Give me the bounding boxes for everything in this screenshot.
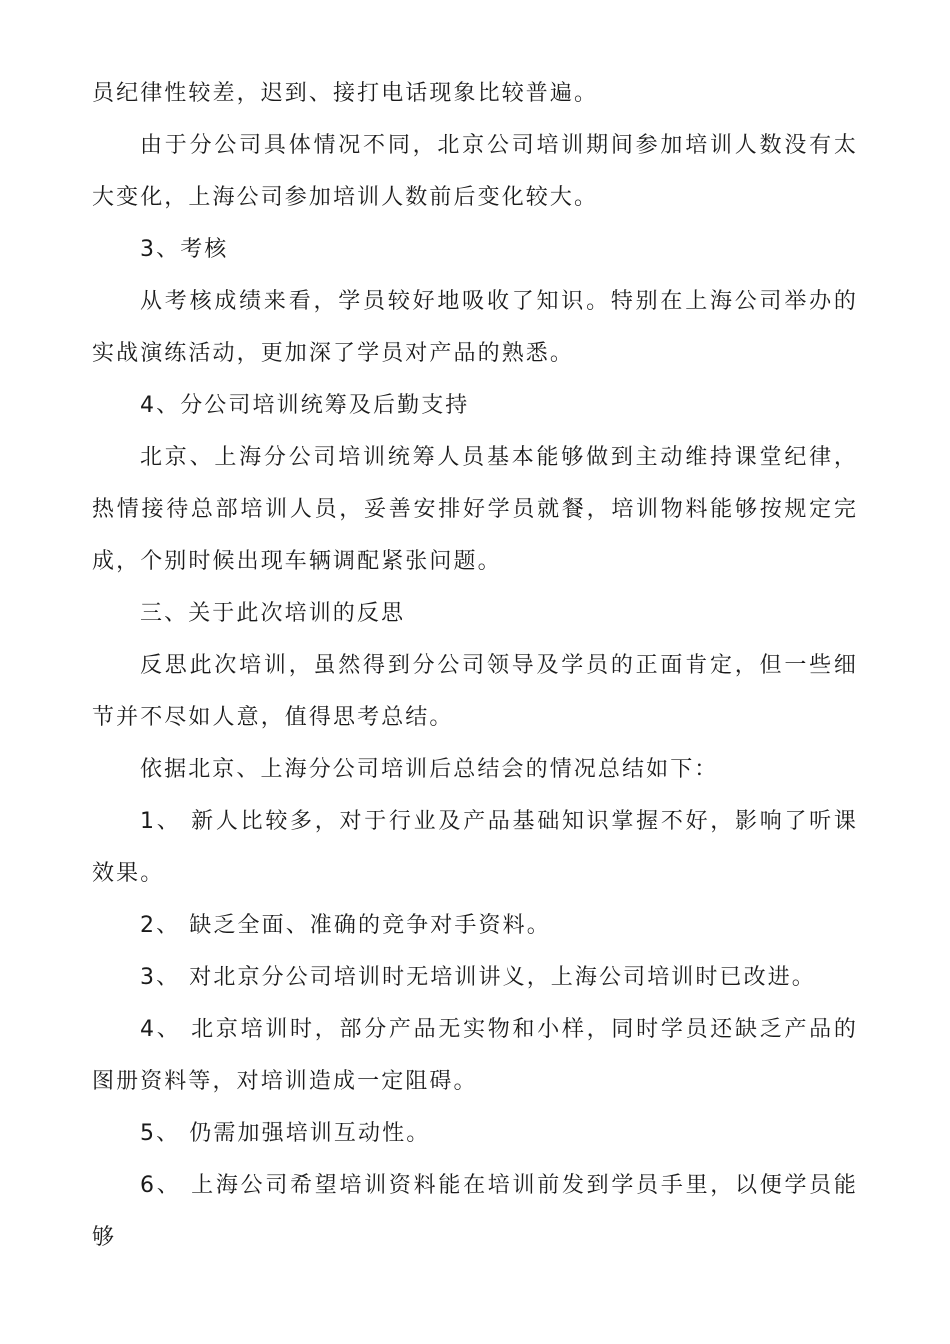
paragraph-assessment-results: 从考核成绩来看，学员较好地吸收了知识。特别在上海公司举办的实战演练活动，更加深了学员对产品的熟悉。 xyxy=(92,289,858,366)
paragraph-summary-intro: 依据北京、上海分公司培训后总结会的情况总结如下： xyxy=(140,757,719,782)
list-item-1: 1、 新人比较多，对于行业及产品基础知识掌握不好，影响了听课效果。 xyxy=(92,809,858,886)
list-item-3: 3、 对北京分公司培训时无培训讲义，上海公司培训时已改进。 xyxy=(140,965,816,990)
section-heading-reflection: 三、关于此次培训的反思 xyxy=(140,601,406,626)
paragraph-continuation: 员纪律性较差，迟到、接打电话现象比较普遍。 xyxy=(92,81,599,106)
paragraph-reflection-intro: 反思此次培训，虽然得到分公司领导及学员的正面肯定，但一些细节并不尽如人意，值得思考总结。 xyxy=(92,653,858,730)
list-item-6: 6、 上海公司希望培训资料能在培训前发到学员手里，以便学员能够 xyxy=(92,1173,858,1250)
section-heading-assessment: 3、考核 xyxy=(140,237,229,262)
document-body xyxy=(92,68,858,1264)
paragraph-logistics-support: 北京、上海分公司培训统筹人员基本能够做到主动维持课堂纪律，热情接待总部培训人员，妥善安排好学员就餐，培训物料能够按规定完成，个别时候出现车辆调配紧张问题。 xyxy=(92,445,858,574)
list-item-5: 5、 仍需加强培训互动性。 xyxy=(140,1121,431,1146)
section-heading-logistics: 4、分公司培训统筹及后勤支持 xyxy=(140,393,470,418)
list-item-2: 2、 缺乏全面、准确的竞争对手资料。 xyxy=(140,913,551,938)
list-item-4: 4、 北京培训时，部分产品无实物和小样，同时学员还缺乏产品的图册资料等，对培训造成一定阻碍。 xyxy=(92,1017,858,1094)
paragraph-branch-differences: 由于分公司具体情况不同，北京公司培训期间参加培训人数没有太大变化，上海公司参加培训人数前后变化较大。 xyxy=(92,133,858,210)
